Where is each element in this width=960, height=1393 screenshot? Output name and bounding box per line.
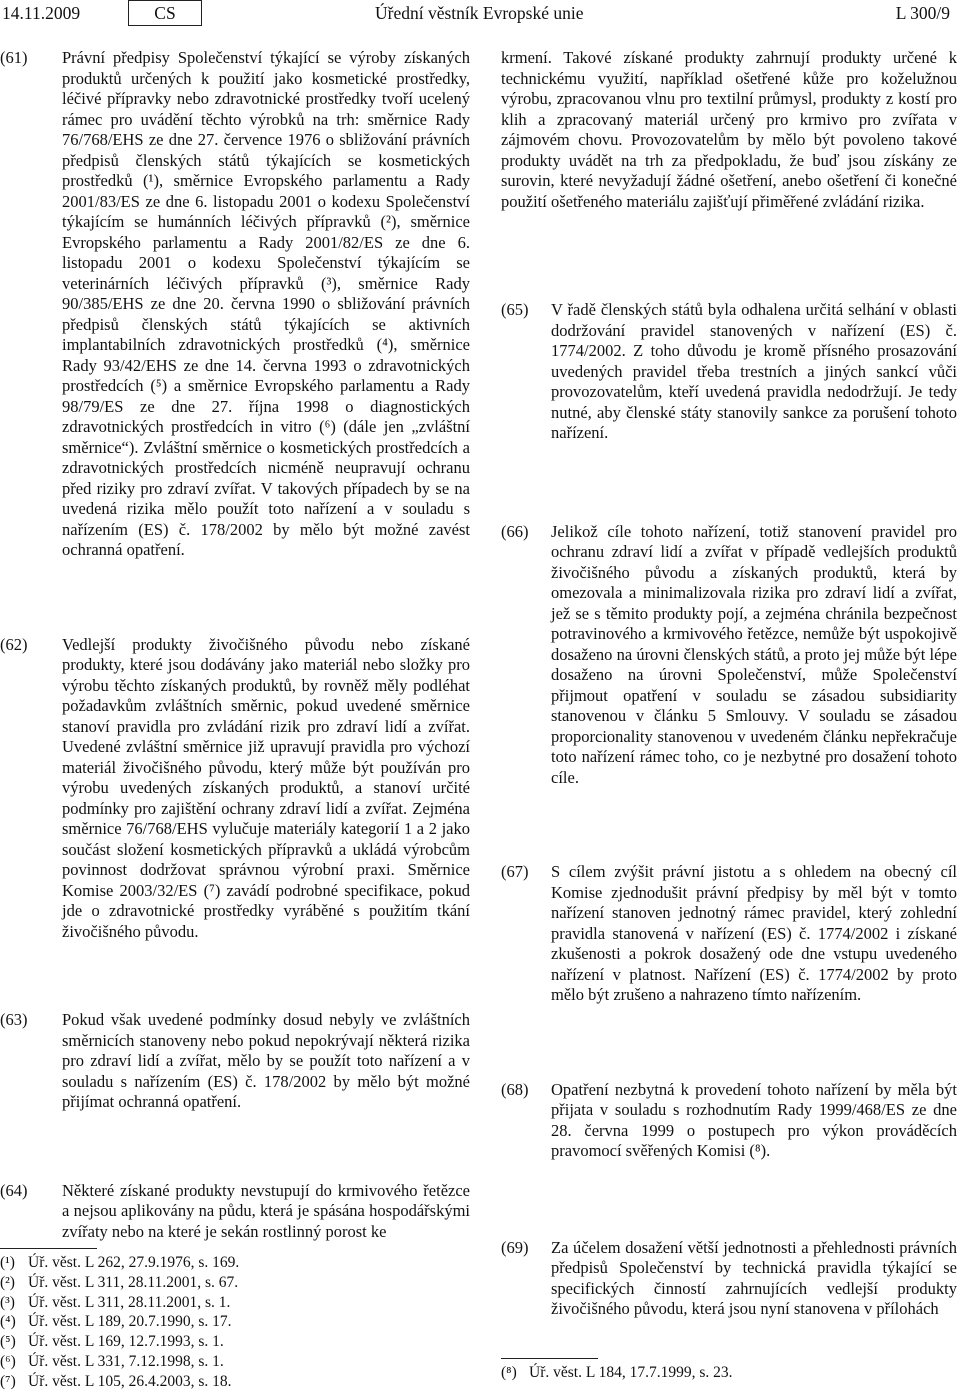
- recital-text: Pokud však uvedené podmínky dosud nebyly ve zvláštních směrnicích stanoveny nebo pokud nepokrývají některá rizika pro zdraví lidí a zvířat, mělo by se použít toto nařízení a v souladu s nařízením (ES) č. 178/2002 by mělo být možné přijímat ochranná opatření.: [62, 1010, 470, 1111]
- footnotes-right: [501, 1358, 957, 1383]
- recital-text: Právní předpisy Společenství týkající se výroby získaných produktů určených k použití jako kosmetické prostředky, léčivé přípravky nebo zdravotnické prostředky tvoří ucelený rámec pro uvádění těchto výrobků na trh: směrnice Rady 76/768/EHS ze dne 27. července 1976 o sbližování právních předpisů členských států týkajících se kosmetických prostředků (¹), směrnice Evropského parlamentu a Rady 2001/83/ES ze dne 6. listopadu 2001 o kodexu Společenství týkajícím se humánních léčivých přípravků (²), směrnice Evropského parlamentu a Rady 2001/82/ES ze dne 6. listopadu 2001 o kodexu Společenství týkajícím se veterinárních léčivých přípravků (³), směrnice Rady 90/385/EHS ze dne 20. června 1990 o sbližování právních předpisů členských států týkajících se aktivních implantabilních zdravotnických prostředků (⁴), směrnice Rady 93/42/EHS ze dne 14. června 1993 o zdravotnických prostředcích (⁵) a směrnice Evropského parlamentu a Rady 98/79/ES ze dne 27. října 1998 o diagnostických zdravotnických prostředcích in vitro (⁶) (dále jen „zvláštní směrnice“). Zvláštní směrnice o kosmetických prostředcích a zdravotnických prostředcích nicméně neupravují ochranu před riziky pro zdraví zvířat. V takových případech by se na uvedená rizika mělo použít toto nařízení a v souladu s nařízením (ES) č. 178/2002 by mělo být možné zavést ochranná opatření.: [62, 48, 470, 559]
- footnote-mark: (²): [0, 1273, 15, 1291]
- footnote-mark: (⁸): [501, 1364, 517, 1381]
- footnote: [0, 1352, 470, 1372]
- recital-number: (64): [0, 1180, 28, 1200]
- footnote-mark: (⁶): [0, 1352, 16, 1370]
- recital-62: [0, 635, 470, 943]
- footnote-mark: (⁵): [0, 1333, 16, 1351]
- page-header: [0, 0, 960, 30]
- footnote-text: Úř. věst. L 184, 17.7.1999, s. 23.: [529, 1364, 733, 1381]
- recital-63: [0, 1010, 470, 1113]
- recital-text: Za účelem dosažení větší jednotnosti a přehlednosti právních předpisů Společenství by technická pravidla týkající se specifických činností zahrnujících vedlejší produkty živočišného původu, která jsou nyní stanovena v přílohách: [551, 1237, 957, 1318]
- footnote-text: Úř. věst. L 105, 26.4.2003, s. 18.: [28, 1372, 232, 1390]
- language-badge: CS: [128, 0, 202, 26]
- journal-title: Úřední věstník Evropské unie: [375, 3, 584, 23]
- recital-69: [501, 1238, 957, 1320]
- recital-text: S cílem zvýšit právní jistotu a s ohledem na obecný cíl Komise zjednodušit právní předpisy by měl být v tomto nařízení stanoven jednotný rámec pravidel, který zohlední pravidla stanovená v nařízení (ES) č. 1774/2002 i získané zkušenosti a pokrok dosažený ode dne vstupu uvedeného nařízení v platnost. Nařízení (ES) č. 1774/2002 by proto mělo být zrušeno a nahrazeno tímto nařízením.: [551, 862, 957, 1004]
- footnote-mark: (³): [0, 1293, 15, 1311]
- recital-number: (62): [0, 634, 28, 654]
- left-column: [0, 48, 470, 1242]
- recital-text: Některé získané produkty nevstupují do krmivového řetězce a nejsou aplikovány na půdu, která je spásána hospodářskými zvířaty nebo na které je sekán rostlinný porost ke: [62, 1180, 470, 1241]
- recital-number: (68): [501, 1079, 529, 1099]
- right-column: [501, 48, 957, 1320]
- footnote-text: Úř. věst. L 189, 20.7.1990, s. 17.: [28, 1313, 232, 1331]
- recital-text: Vedlejší produkty živočišného původu nebo získané produkty, které jsou dodávány jako materiál nebo složky pro výrobu těchto získaných produktů, by rovněž měly podléhat požadavkům zvláštních směrnic, pokud uvedené směrnice stanoví pravidla pro zvládání rizik pro zdraví lidí a zvířat. Uvedené zvláštní směrnice již upravují pravidla pro výchozí materiál živočišného původu, který může být používán pro výrobu uvedených získaných produktů, a stanoví určité podmínky pro zajištění ochrany zdraví lidí a zvířat. Zejména směrnice 76/768/EHS vylučuje materiály kategorií 1 a 2 jako součást složení kosmetických přípravků a ukládá výrobcům povinnost dodržovat správnou výrobní praxi. Směrnice Komise 2003/32/ES (⁷) zavádí podrobné specifikace, pokud jde o zdravotnické prostředky vyráběné s použitím tkání živočišného původu.: [62, 634, 470, 941]
- footnote-mark: (⁷): [0, 1372, 16, 1390]
- footnote: [501, 1363, 957, 1383]
- recital-number: (69): [501, 1237, 529, 1257]
- recital-number: (63): [0, 1010, 28, 1029]
- recital-number: (67): [501, 862, 529, 881]
- recital-number: (61): [0, 48, 28, 67]
- recital-text: V řadě členských států byla odhalena určitá selhání v oblasti dodržování pravidel stanovených v nařízení (ES) č. 1774/2002. Z toho důvodu je kromě přísného prosazování uvedených pravidel třeba trestních a jiných sankcí vůči provozovatelům, kteří uvedená pravidla nedodržují. Je tedy nutné, aby členské státy stanovily sankce za porušení tohoto nařízení.: [551, 300, 957, 442]
- recital-68: [501, 1080, 957, 1162]
- footnote: [0, 1332, 470, 1352]
- recital-64: [0, 1181, 470, 1243]
- footnote: [0, 1253, 470, 1273]
- footnote-mark: (⁴): [0, 1313, 16, 1331]
- footnote-text: Úř. věst. L 169, 12.7.1993, s. 1.: [28, 1333, 224, 1351]
- footnote-divider: [501, 1358, 598, 1359]
- footnote-mark: (¹): [0, 1254, 15, 1271]
- recital-66: [501, 522, 957, 789]
- footnote: [0, 1312, 470, 1332]
- footnote-divider: [0, 1248, 97, 1249]
- recital-65: [501, 300, 957, 444]
- footnote-text: Úř. věst. L 262, 27.9.1976, s. 169.: [28, 1254, 240, 1271]
- recital-64-continuation: krmení. Takové získané produkty zahrnují produkty určené k technickému využití, například ošetřené kůže pro koželužnou výrobu, zpracovanou vlnu pro textilní průmysl, produkty z kostí pro klih a zpracovaný materiál určený pro krmivo pro zvířata v zájmovém chovu. Provozovatelům by mělo být povoleno takové produkty uvádět na trh za předpokladu, že buď jsou získány ze surovin, které nevyžadují žádné ošetření, anebo ošetření či konečné použití ošetřeného materiálu zajišťují přiměřené zvládání rizika.: [501, 48, 957, 211]
- recital-text: Jelikož cíle tohoto nařízení, totiž stanovení pravidel pro ochranu zdraví lidí a zvířat v případě vedlejších produktů živočišného původu a získaných produktů, která by omezovala a minimalizovala rizika pro zdraví lidí a zvířat, jež se s těmito produkty pojí, a zejména chránila bezpečnost potravinového a krmivového řetězce, nemůže být uspokojivě dosaženo na úrovni členských států, a proto jej může být lépe dosaženo na úrovni Společenství, může Společenství přijmout opatření v souladu se zásadou subsidiarity stanovenou v článku 5 Smlouvy. V souladu se zásadou proporcionality stanovenou v uvedeném článku nepřekračuje toto nařízení rámec toho, co je nezbytné pro dosažení tohoto cíle.: [551, 521, 957, 787]
- footnote-text: Úř. věst. L 311, 28.11.2001, s. 1.: [28, 1293, 231, 1311]
- recital-67: [501, 862, 957, 1006]
- publication-date: 14.11.2009: [2, 3, 81, 23]
- recital-number: (66): [501, 521, 529, 541]
- footnote: [0, 1372, 470, 1392]
- recital-number: (65): [501, 300, 529, 319]
- page-reference: L 300/9: [895, 3, 950, 23]
- footnote-text: Úř. věst. L 311, 28.11.2001, s. 67.: [28, 1273, 239, 1291]
- footnote: [0, 1293, 470, 1313]
- recital-61: [0, 48, 470, 561]
- footnotes-left: [0, 1248, 470, 1392]
- recital-text: Opatření nezbytná k provedení tohoto nařízení by měla být přijata v souladu s rozhodnutím Rady 1999/468/ES ze dne 28. června 1999 o postupech pro výkon prováděcích pravomocí svěřených Komisi (⁸).: [551, 1079, 957, 1160]
- footnote-text: Úř. věst. L 331, 7.12.1998, s. 1.: [28, 1352, 224, 1370]
- footnote: [0, 1273, 470, 1293]
